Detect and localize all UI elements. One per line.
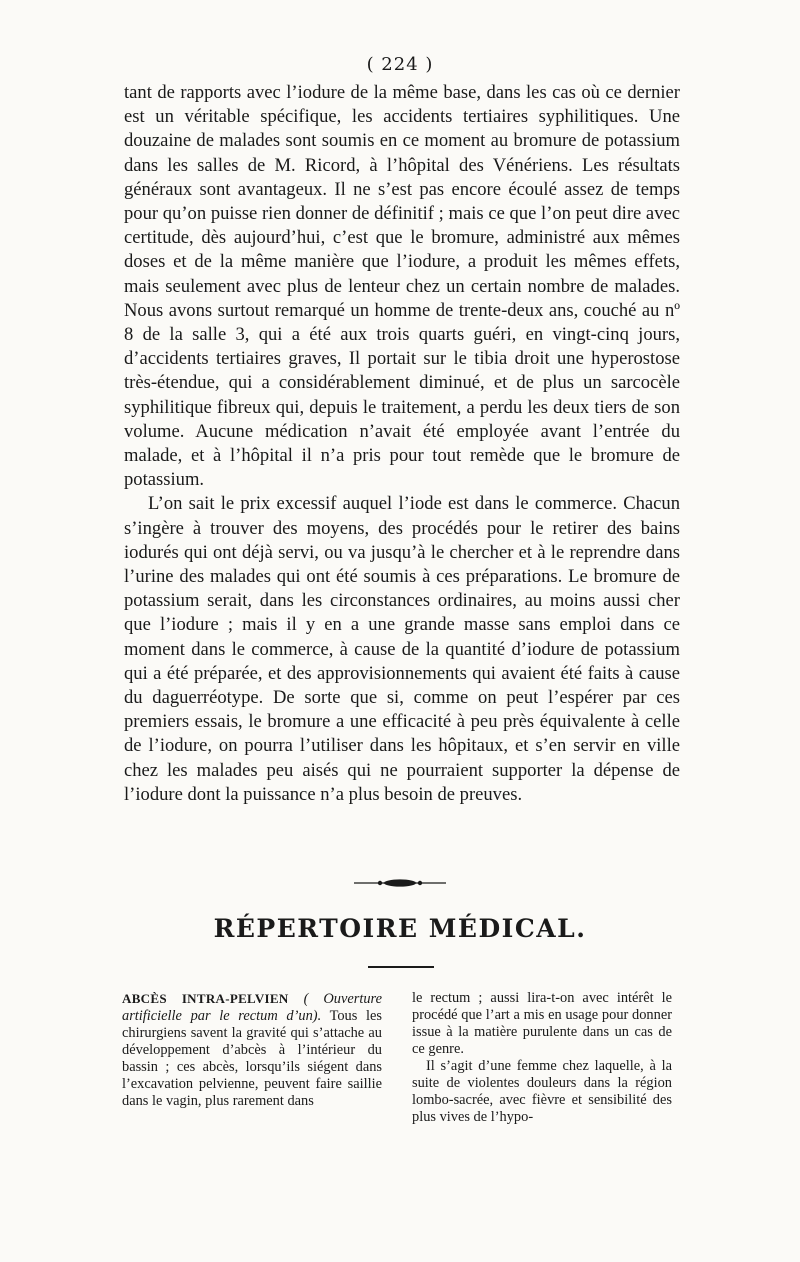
main-paragraph-1: tant de rapports avec l’iodure de la même base, dans les cas où ce dernier est un véritable spécifique, les accidents tertiaires syphilitiques. Une douzaine de malades sont soumis en ce moment au bromure de potassium dans les salles de M. Ricord, à l’hôpital des Vénériens. Les résultats généraux sont avantageux. Il ne s’est pas encore écoulé assez de temps pour qu’on puisse rien donner de définitif ; mais ce que l’on peut dire avec certitude, dès aujourd’hui, c’est que le bromure, administré aux mêmes doses et de la même manière que l’iodure, a produit les mêmes effets, mais seulement avec plus de lenteur chez un certain nombre de malades. Nous avons surtout remarqué un homme de trente-deux ans, couché au nº 8 de la salle 3, qui a été aux trois quarts guéri, en vingt-cinq jours, d’accidents tertiaires graves, Il portait sur le tibia droit une hyperostose très-étendue, qui a considérablement diminué, et de plus un sarcocèle syphilitique fibreux qui, depuis le traitement, a perdu les deux tiers de son volume. Aucune médication n’avait été employée avant l’entrée du malade, et à l’hôpital il n’a pris pour tout remède que le bromure de potassium. — [124, 82, 680, 491]
right-column-paragraph-2: Il s’agit d’une femme chez laquelle, à la suite de violentes douleurs dans la région lombo-sacrée, avec fièvre et sensibilité des plus vives de l’hypo- — [412, 1058, 672, 1125]
main-paragraph-2: L’on sait le prix excessif auquel l’iode est dans le commerce. Chacun s’ingère à trouver des moyens, des procédés pour le retirer des bains iodurés qui ont déjà servi, ou va jusqu’à le chercher et à le reprendre dans l’urine des malades qui ont été soumis à ces préparations. Le bromure de potassium serait, dans les circonstances ordinaires, au moins aussi cher que l’iodure ; mais il y en a une grande masse sans emploi dans ce moment dans le commerce, à cause de la quantité d’iodure de potassium qui a été préparée, et des approvisionnements qui avaient été faits à cause du daguerréotype. De sorte que si, comme on peut l’espérer par ces premiers essais, le bromure a une efficacité à peu près équivalente à celle de l’iodure, on pourra l’utiliser dans les hôpitaux, et s’en servir en ville chez les malades peu aisés qui ne pourraient supporter la dépense de l’iodure dont la puissance n’a plus besoin de preuves. — [124, 493, 680, 805]
entry-subtitle: ( Ouverture artificielle par le rectum d’un). — [122, 991, 382, 1024]
heading-rule — [368, 966, 434, 968]
entry-text: Tous les chirurgiens savent la gravité qui s’attache au développement d’abcès à l’intérieur du bassin ; ces abcès, lorsqu’ils siégent dans l’excavation pelvienne, peuvent faire saillie dans le vagin, plus rarement dans — [122, 1008, 383, 1109]
right-column-paragraph-1: le rectum ; aussi lira-t-on avec intérêt le procédé que l’art a mis en usage pour donner issue à la matière purulente dans un cas de ce genre. — [412, 990, 672, 1057]
page-number: ( 224 ) — [366, 54, 434, 75]
main-text-block — [124, 81, 680, 807]
entry-title: ABCÈS INTRA-PELVIEN — [122, 991, 289, 1006]
left-column-paragraph — [122, 990, 382, 1110]
right-column — [412, 990, 672, 1126]
ornament-divider — [350, 876, 450, 890]
section-heading: RÉPERTOIRE MÉDICAL. — [213, 914, 587, 943]
left-column — [122, 990, 382, 1110]
